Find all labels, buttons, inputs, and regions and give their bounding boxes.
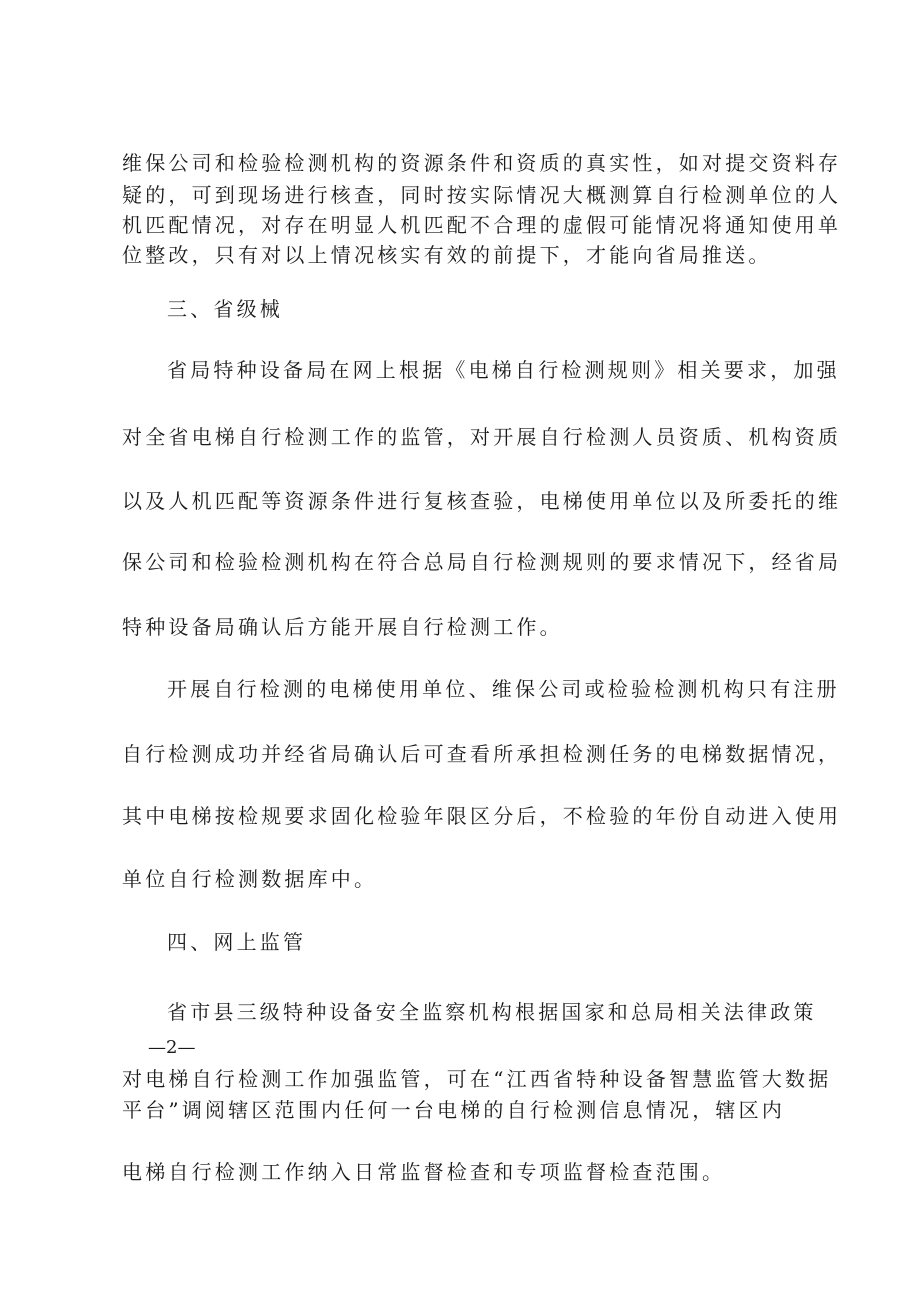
paragraph-3-line-3: 其中电梯按检规要求固化检验年限区分后，不检验的年份自动进入使用 [122, 804, 842, 828]
paragraph-5-line-2: 平台”调阅辖区范围内任何一台电梯的自行检测信息情况，辖区内 [122, 1098, 786, 1122]
section-heading-4: 四、网上监管 [167, 930, 307, 954]
paragraph-5-line-1: 对电梯自行检测工作加强监管，可在“江西省特种设备智慧监管大数据 [122, 1067, 832, 1091]
paragraph-5-line-3: 电梯自行检测工作纳入日常监督检查和专项监督检查范围。 [122, 1160, 726, 1184]
paragraph-1-line-2: 疑的，可到现场进行核查，同时按实际情况大概测算自行检测单位的人 [122, 183, 842, 207]
section-heading-3: 三、省级械 [167, 297, 283, 321]
paragraph-3-line-4: 单位自行检测数据库中。 [122, 867, 378, 891]
paragraph-3-line-2: 自行检测成功并经省局确认后可查看所承担检测任务的电梯数据情况， [122, 742, 842, 766]
paragraph-2-line-4: 保公司和检验检测机构在符合总局自行检测规则的要求情况下，经省局 [122, 550, 842, 574]
paragraph-2-line-1: 省局特种设备局在网上根据《电梯自行检测规则》相关要求，加强 [167, 358, 840, 382]
paragraph-2-line-3: 以及人机匹配等资源条件进行复核查验，电梯使用单位以及所委托的维 [122, 489, 842, 513]
page-number: —2— [148, 1037, 196, 1058]
paragraph-1-line-1: 维保公司和检验检测机构的资源条件和资质的真实性，如对提交资料存 [122, 151, 842, 175]
paragraph-1-line-3: 机匹配情况，对存在明显人机匹配不合理的虚假可能情况将通知使用单 [122, 213, 842, 237]
paragraph-3-line-1: 开展自行检测的电梯使用单位、维保公司或检验检测机构只有注册 [167, 677, 840, 701]
paragraph-4-line-1: 省市县三级特种设备安全监察机构根据国家和总局相关法律政策 [167, 1000, 817, 1024]
paragraph-2-line-5: 特种设备局确认后方能开展自行检测工作。 [122, 615, 563, 639]
paragraph-1-line-4: 位整改，只有对以上情况核实有效的前提下，才能向省局推送。 [122, 243, 772, 267]
paragraph-2-line-2: 对全省电梯自行检测工作的监管，对开展自行检测人员资质、机构资质 [122, 425, 842, 449]
